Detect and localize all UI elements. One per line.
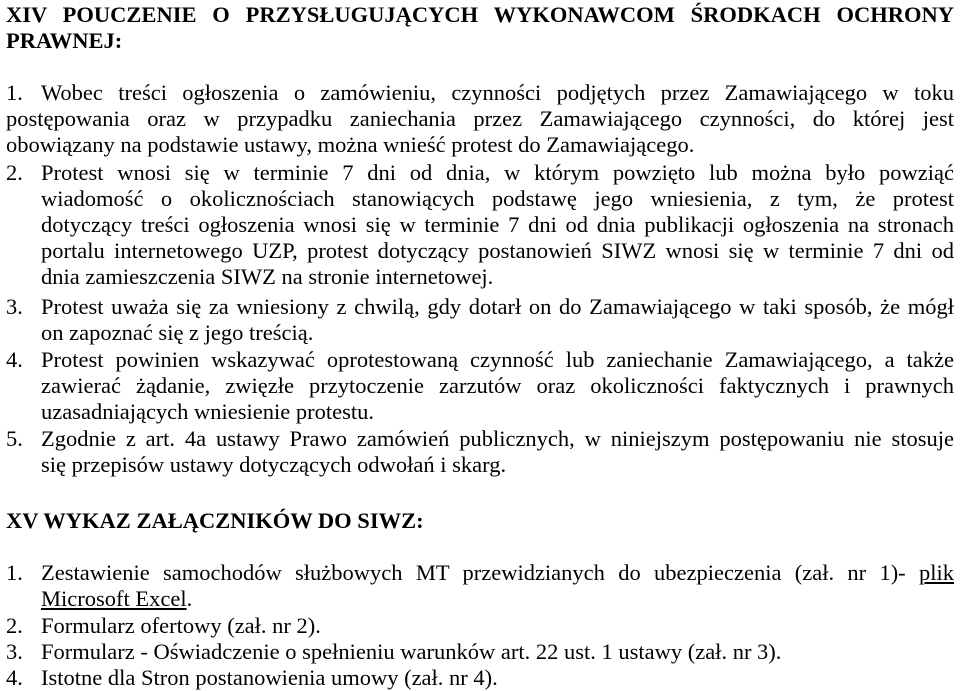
paragraph-line: Istotne dla Stron postanowienia umowy (zał. nr 4). (41, 665, 498, 690)
attachment-item-2 (41, 613, 954, 639)
paragraph-line: Zgodnie z art. 4a ustawy Prawo zamówień publicznych, w niniejszym postępowaniu nie stosuje (41, 426, 954, 451)
paragraph-line: Protest uważa się za wniesiony z chwilą, gdy dotarł on do Zamawiającego w taki sposób, że mógł (41, 294, 954, 319)
paragraph-line: dotyczący treści ogłoszenia wnosi się w terminie 7 dni od dnia publikacji ogłoszenia na stronach (41, 212, 954, 237)
attachment-item-3 (41, 639, 954, 665)
paragraph-item-2 (41, 160, 954, 290)
paragraph-line: wiadomość o okolicznościach stanowiących podstawę jego wniesienia, z tym, że protest (41, 186, 954, 211)
item-number: 2. (6, 613, 23, 638)
paragraph-line: Formularz ofertowy (zał. nr 2). (41, 613, 321, 638)
item-number: 5. (6, 426, 23, 451)
attachment-text: . (186, 586, 193, 611)
paragraph-line: uzasadniających wniesienie protestu. (41, 399, 374, 424)
item-number: 4. (6, 347, 23, 372)
paragraph-line (41, 586, 954, 612)
item-number: 3. (6, 639, 23, 664)
attachment-text: Zestawienie samochodów służbowych MT przewidzianych do ubezpieczenia (zał. nr 1)- (41, 560, 906, 585)
item-number: 2. (6, 160, 23, 185)
paragraph-line: Protest powinien wskazywać oprotestowaną czynność lub zaniechanie Zamawiającego, a także (41, 347, 954, 372)
paragraph-line: się przepisów ustawy dotyczących odwołań i skarg. (41, 452, 507, 477)
excel-file-link[interactable]: Microsoft Excel (41, 586, 187, 611)
heading-line: PRAWNEJ: (6, 28, 123, 53)
paragraph-item-1 (6, 80, 954, 158)
section-heading-xv (6, 508, 954, 534)
paragraph-line: postępowania oraz w przypadku zaniechania przez Zamawiającego czynności, do której jest (6, 106, 954, 131)
paragraph-line: Wobec treści ogłoszenia o zamówieniu, czynności podjętych przez Zamawiającego w toku (41, 80, 954, 105)
item-number: 1. (6, 80, 23, 105)
paragraph-item-5 (41, 426, 954, 478)
heading-line: XV WYKAZ ZAŁĄCZNIKÓW DO SIWZ: (6, 508, 424, 533)
paragraph-line (41, 560, 954, 586)
item-number: 4. (6, 665, 23, 690)
attachment-item-1 (41, 560, 954, 612)
item-number: 3. (6, 294, 23, 319)
excel-file-link[interactable]: plik (919, 560, 955, 585)
item-number: 1. (6, 560, 23, 585)
paragraph-line: zawierać żądanie, zwięzłe przytoczenie zarzutów oraz okoliczności faktycznych i prawnych (41, 373, 954, 398)
paragraph-line: dnia zamieszczenia SIWZ na stronie internetowej. (41, 264, 494, 289)
attachment-item-4 (41, 665, 954, 691)
paragraph-line: portalu internetowego UZP, protest dotyczący postanowień SIWZ wnosi się w terminie 7 dni od (41, 238, 954, 263)
paragraph-line: on zapoznać się z jego treścią. (41, 320, 314, 345)
paragraph-item-4 (41, 347, 954, 425)
paragraph-line: Formularz - Oświadczenie o spełnieniu warunków art. 22 ust. 1 ustawy (zał. nr 3). (41, 639, 782, 664)
paragraph-item-3 (41, 294, 954, 346)
heading-line: XIV POUCZENIE O PRZYSŁUGUJĄCYCH WYKONAWCOM ŚRODKACH OCHRONY (6, 2, 954, 27)
section-heading-xiv (6, 2, 954, 54)
paragraph-line: obowiązany na podstawie ustawy, można wnieść protest do Zamawiającego. (6, 132, 695, 157)
paragraph-line: Protest wnosi się w terminie 7 dni od dnia, w którym powzięto lub można było powziąć (41, 160, 954, 185)
